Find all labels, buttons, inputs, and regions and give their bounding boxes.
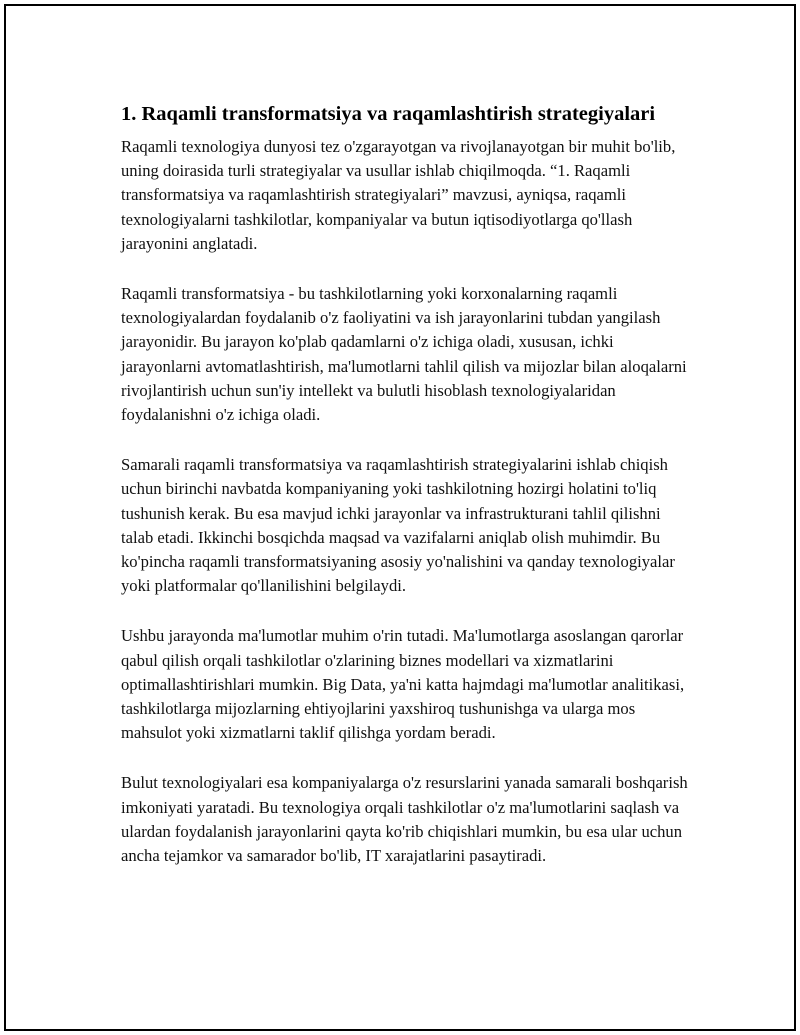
section-title: 1. Raqamli transformatsiya va raqamlashtirish strategiyalari <box>121 103 656 125</box>
paragraph-intro: Raqamli texnologiya dunyosi tez o'zgarayotgan va rivojlanayotgan bir muhit bo'lib, uning doirasida turli strategiyalar va usullar ishlab chiqilmoqda. “1. Raqamli transformatsiya va raqamlashtirish strategiyalari” mavzusi, ayniqsa, raqamli texnologiyalarni tashkilotlar, kompaniyalar va butun iqtisodiyotlarga qo'llash jarayonini anglatadi. <box>121 137 676 253</box>
paragraph-cloud: Bulut texnologiyalari esa kompaniyalarga o'z resurslarini yanada samarali boshqarish imkoniyati yaratadi. Bu texnologiya orqali tashkilotlar o'z ma'lumotlarini saqlash va ulardan foydalanish jarayonlarini qayta ko'rib chiqishlari mumkin, bu esa ular uchun ancha tejamkor va samarador bo'lib, IT xarajatlarini pasaytiradi. <box>121 773 688 866</box>
document-content <box>121 101 696 894</box>
paragraph-strategy: Samarali raqamli transformatsiya va raqamlashtirish strategiyalarini ishlab chiqish uchun birinchi navbatda kompaniyaning yoki tashkilotning hozirgi holatini to'liq tushunish kerak. Bu esa mavjud ichki jarayonlar va infrastrukturani tahlil qilishni talab etadi. Ikkinchi bosqichda maqsad va vazifalarni aniqlab olish muhimdir. Bu ko'pincha raqamli transformatsiyaning asosiy yo'nalishini va qanday texnologiyalar yoki platformalar qo'llanilishini belgilaydi. <box>121 455 675 596</box>
paragraph-data: Ushbu jarayonda ma'lumotlar muhim o'rin tutadi. Ma'lumotlarga asoslangan qarorlar qabul qilish orqali tashkilotlar o'zlarining biznes modellari va xizmatlarini optimallashtirishlari mumkin. Big Data, ya'ni katta hajmdagi ma'lumotlar analitikasi, tashkilotlarga mijozlarning ehtiyojlarini yaxshiroq tushunishga va ularga mos mahsulot yoki xizmatlarni taklif qilishga yordam beradi. <box>121 626 685 743</box>
page-frame <box>4 4 796 1031</box>
paragraph-definition: Raqamli transformatsiya - bu tashkilotlarning yoki korxonalarning raqamli texnologiyalardan foydalanib o'z faoliyatini va ish jarayonlarini tubdan yangilash jarayonidir. Bu jarayon ko'plab qadamlarni o'z ichiga oladi, xususan, ichki jarayonlarni avtomatlashtirish, ma'lumotlarni tahlil qilish va mijozlar bilan aloqalarni rivojlantirish uchun sun'iy intellekt va bulutli hisoblash texnologiyalaridan foydalanishni o'z ichiga oladi. <box>121 284 687 425</box>
